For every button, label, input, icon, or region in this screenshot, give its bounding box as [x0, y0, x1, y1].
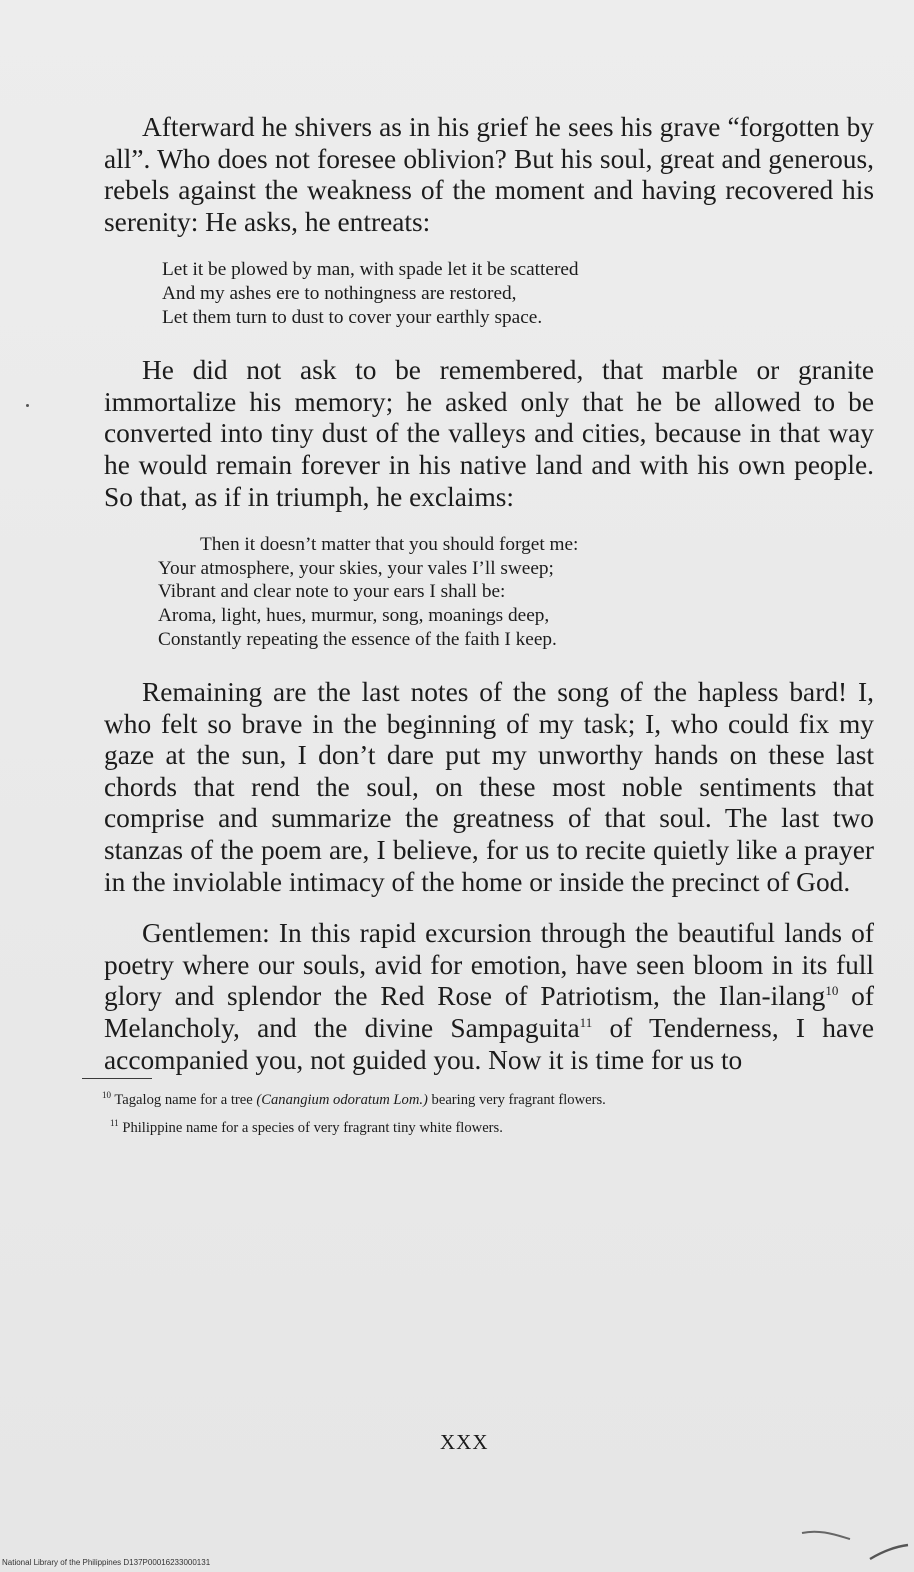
verse-line: Let them turn to dust to cover your earthly space.: [162, 306, 543, 328]
verse-line: Constantly repeating the essence of the faith I keep.: [158, 628, 557, 650]
footnote-ref-10: 10: [825, 983, 839, 999]
scan-credit: National Library of the Philippines D137P00016233000131: [2, 1558, 211, 1567]
scan-speck: [26, 404, 29, 407]
verse-line: Your atmosphere, your skies, your vales I’ll sweep;: [158, 557, 554, 579]
footnotes: [104, 1087, 874, 1137]
footnote-10: $^{10}$ Tagalog name for a tree (Canangium odoratum Lom.) bearing very fragrant flowers.: [102, 1090, 606, 1109]
gentlemen-text-1: Gentlemen: In this rapid excursion through the beautiful lands of poetry where our souls, avid for emotion, have seen bloom in its full glory and splendor the Red Rose of Patriotism, the Ilan-ilang: [104, 918, 874, 1012]
verse-stanza-1: [104, 258, 874, 329]
scientific-name: (Canangium odoratum Lom.): [256, 1092, 428, 1109]
verse-stanza-2: [104, 533, 874, 651]
paragraph-remaining: Remaining are the last notes of the song of the hapless bard! I, who felt so brave in the beginning of my task; I, who could fix my gaze at the sun, I don’t dare put my unworthy hands on these last chords that rend the soul, on these most noble sentiments that comprise and summarize the greatness of that soul. The last two stanzas of the poem are, I believe, for us to recite quietly like a prayer in the inviolable intimacy of the home or inside the precinct of God.: [104, 677, 874, 897]
page-number: XXX: [440, 1430, 489, 1454]
verse-line: Aroma, light, hues, murmur, song, moanings deep,: [158, 604, 550, 626]
paragraph-gentlemen: [104, 918, 874, 1076]
pencil-mark: [800, 1525, 910, 1565]
page-body: [104, 112, 874, 1143]
paragraph-afterward: Afterward he shivers as in his grief he sees his grave “forgotten by all”. Who does not foresee oblivion? But his soul, great and generous, rebels against the weakness of the moment and having recovered his serenity: He asks, he entreats:: [104, 112, 874, 237]
footnote-ref-11: 11: [579, 1014, 593, 1030]
verse-line: Let it be plowed by man, with spade let it be scattered: [162, 259, 579, 281]
verse-line: Vibrant and clear note to your ears I shall be:: [158, 581, 506, 603]
gentlemen-text-2: of Melancholy, and the divine Sampaguita: [104, 981, 874, 1044]
footnote-divider: [82, 1078, 152, 1079]
verse-line: Then it doesn’t matter that you should forget me:: [200, 534, 579, 556]
footnote-number: 11: [110, 1118, 119, 1129]
gentlemen-text-3: of Tenderness, I have accompanied you, not guided you. Now it is time for us to: [104, 1013, 874, 1075]
paragraph-remembered: He did not ask to be remembered, that marble or granite immortalize his memory; he asked only that he be allowed to be converted into tiny dust of the valleys and cities, because in that way he would remain forever in his native land and with his own people. So that, as if in triumph, he exclaims:: [104, 355, 874, 512]
footnote-number: 10: [102, 1090, 111, 1101]
verse-line: And my ashes ere to nothingness are restored,: [162, 282, 517, 304]
footnote-11: $^{11}$ Philippine name for a species of very fragrant tiny white flowers.: [110, 1118, 503, 1136]
